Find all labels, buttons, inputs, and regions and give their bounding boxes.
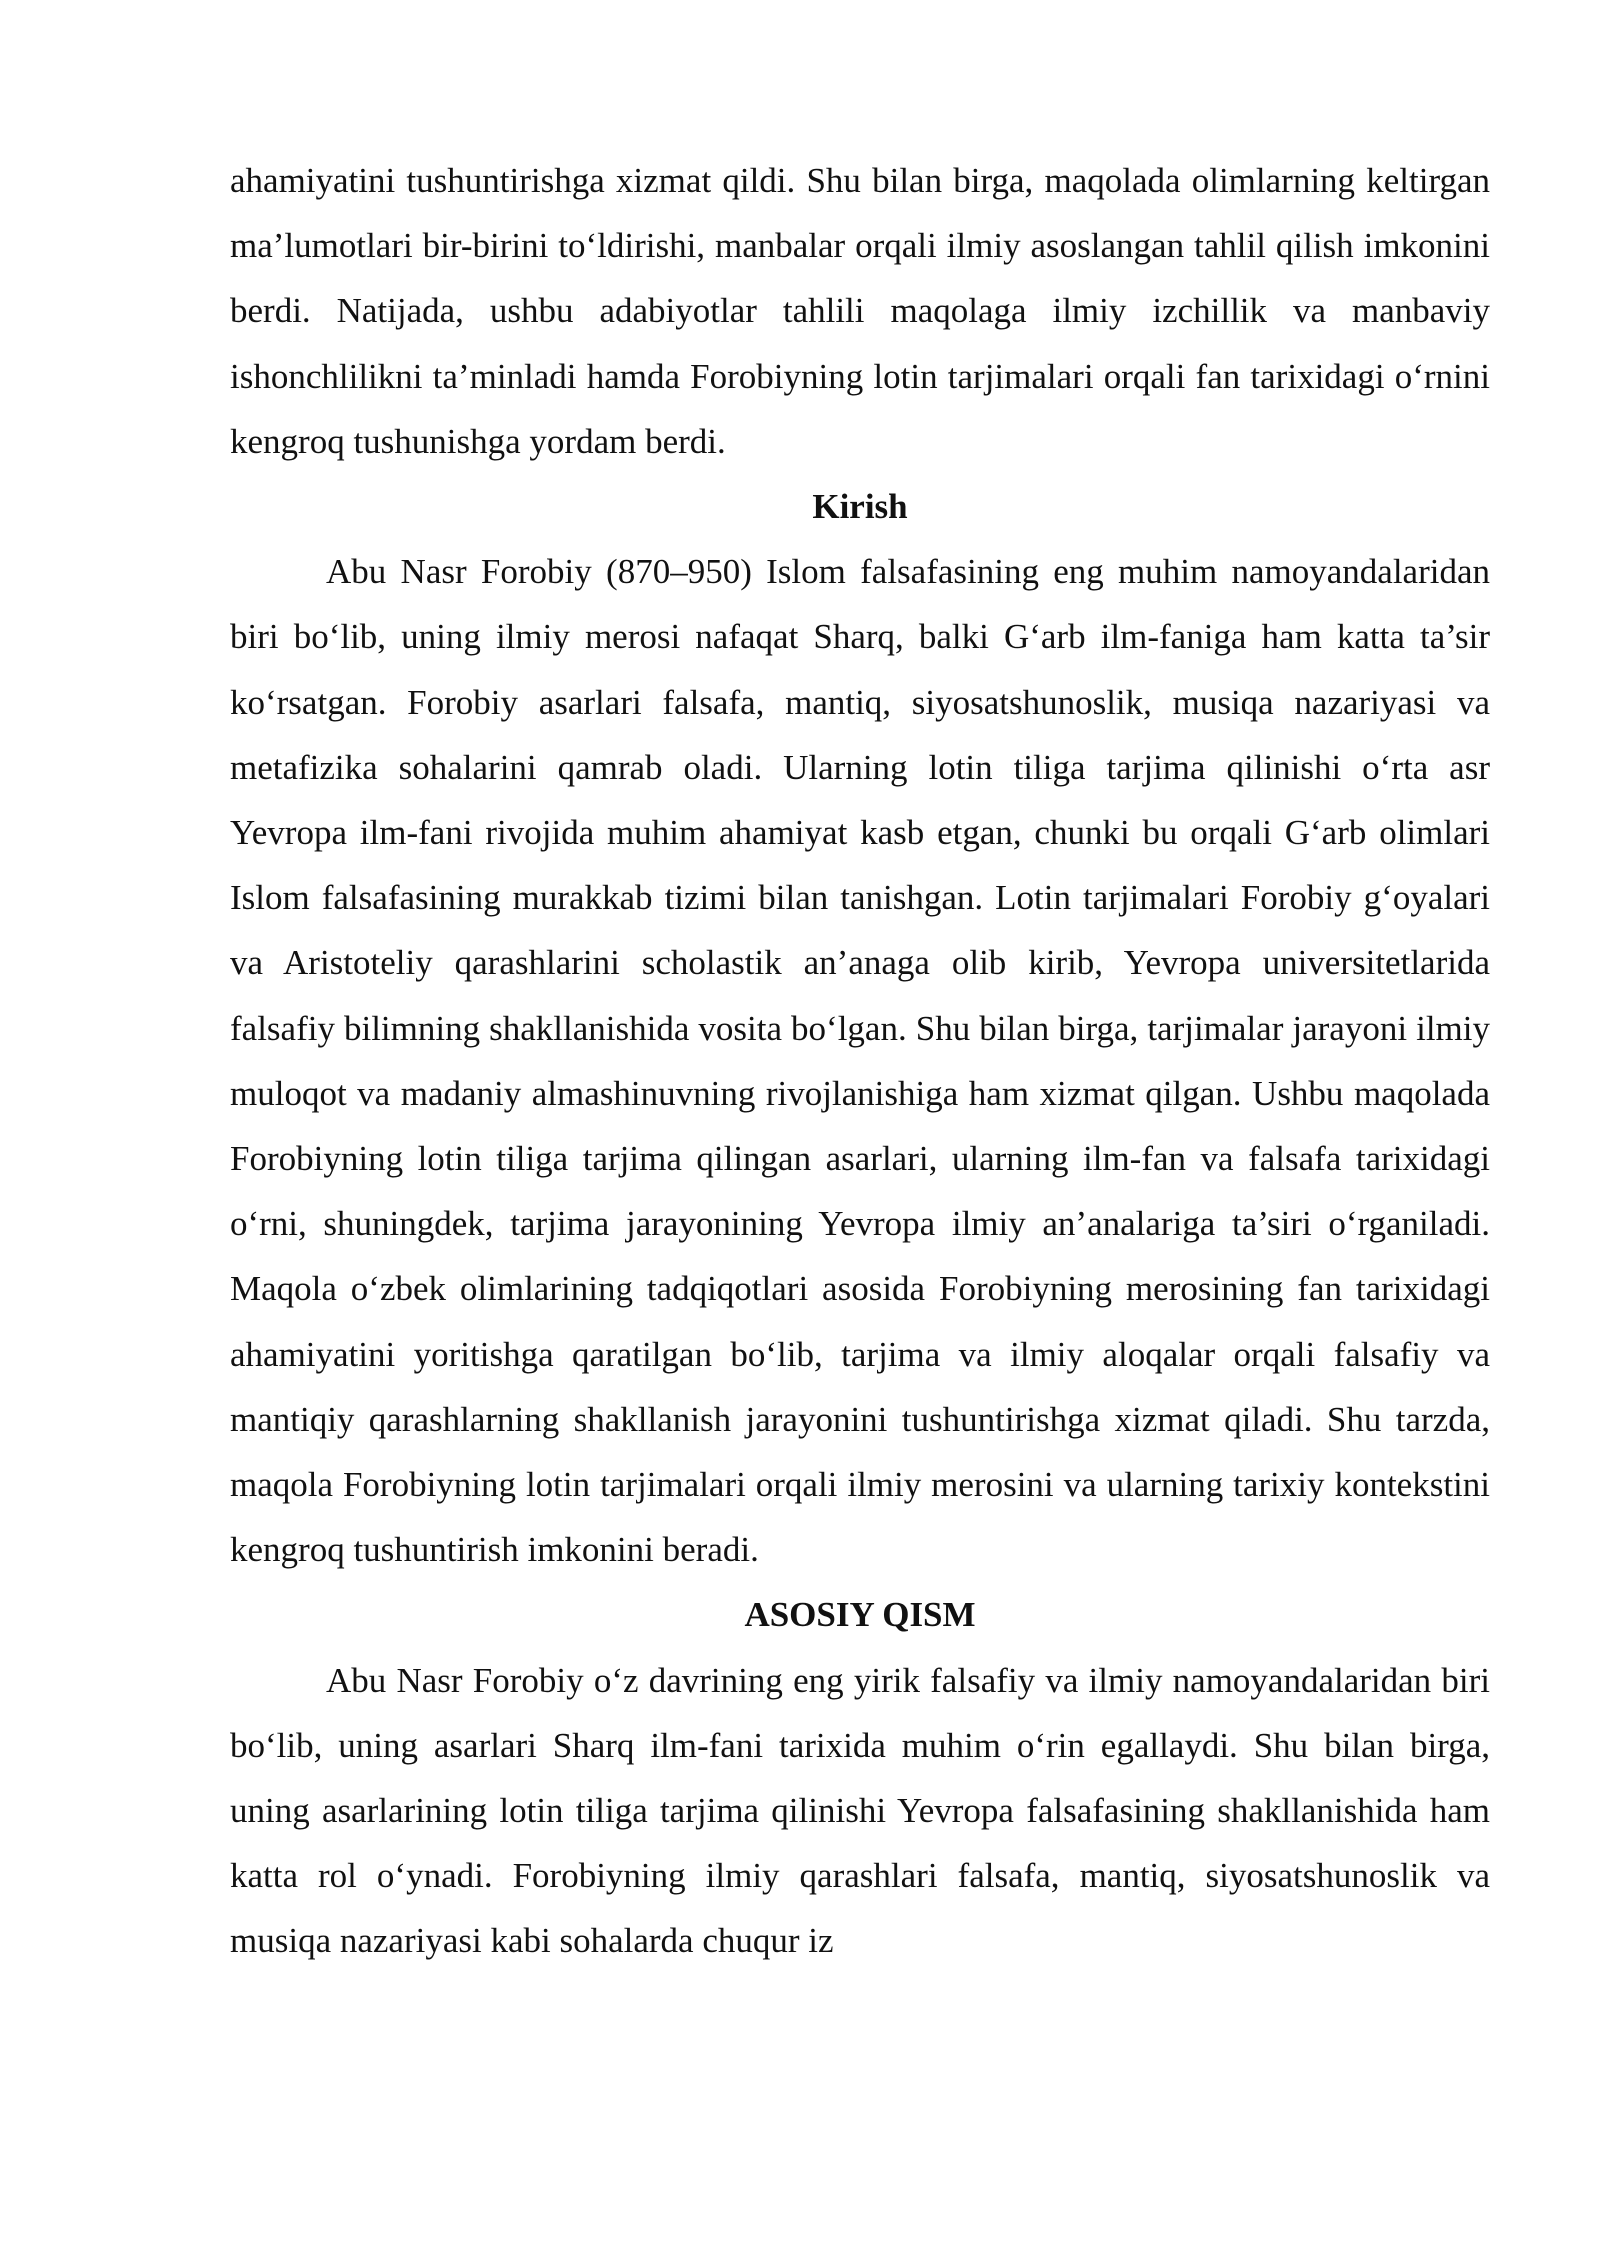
- section-heading-main: ASOSIY QISM: [744, 1595, 976, 1635]
- paragraph-intro: Abu Nasr Forobiy (870–950) Islom falsafasining eng muhim namoyandalaridan biri bo‘lib, uning ilmiy merosi nafaqat Sharq, balki G‘arb ilm-faniga ham katta ta’sir ko‘rsatgan. Forobiy asarlari falsafa, mantiq, siyosatshunoslik, musiqa nazariyasi va metafizika sohalarini qamrab oladi. Ularning lotin tiliga tarjima qilinishi o‘rta asr Yevropa ilm-fani rivojida muhim ahamiyat kasb etgan, chunki bu orqali G‘arb olimlari Islom falsafasining murakkab tizimi bilan tanishgan. Lotin tarjimalari Forobiy g‘oyalari va Aristoteliy qarashlarini scholastik an’anaga olib kirib, Yevropa universitetlarida falsafiy bilimning shakllanishida vosita bo‘lgan. Shu bilan birga, tarjimalar jarayoni ilmiy muloqot va madaniy almashinuvning rivojlanishiga ham xizmat qilgan. Ushbu maqolada Forobiyning lotin tiliga tarjima qilingan asarlari, ularning ilm-fan va falsafa tarixidagi o‘rni, shuningdek, tarjima jarayonining Yevropa ilmiy an’analariga ta’siri o‘rganiladi. Maqola o‘zbek olimlarining tadqiqotlari asosida Forobiyning merosining fan tarixidagi ahamiyatini yoritishga qaratilgan bo‘lib, tarjima va ilmiy aloqalar orqali falsafiy va mantiqiy qarashlarning shakllanish jarayonini tushuntirishga xizmat qiladi. Shu tarzda, maqola Forobiyning lotin tarjimalari orqali ilmiy merosini va ularning tarixiy kontekstini kengroq tushuntirish imkonini beradi.: [230, 552, 1490, 1570]
- paragraph-main: Abu Nasr Forobiy o‘z davrining eng yirik falsafiy va ilmiy namoyandalaridan biri bo‘lib, uning asarlari Sharq ilm-fani tarixida muhim o‘rin egallaydi. Shu bilan birga, uning asarlarining lotin tiliga tarjima qilinishi Yevropa falsafasining shakllanishida ham katta rol o‘ynadi. Forobiyning ilmiy qarashlari falsafa, mantiq, siyosatshunoslik va musiqa nazariyasi kabi sohalarda chuqur iz: [230, 1660, 1490, 1961]
- section-heading-intro: Kirish: [812, 487, 908, 527]
- document-body: [230, 148, 1490, 1974]
- paragraph-continuation: ahamiyatini tushuntirishga xizmat qildi. Shu bilan birga, maqolada olimlarning keltirgan ma’lumotlari bir-birini to‘ldirishi, manbalar orqali ilmiy asoslangan tahlil qilish imkonini berdi. Natijada, ushbu adabiyotlar tahlili maqolaga ilmiy izchillik va manbaviy ishonchlilikni ta’minladi hamda Forobiyning lotin tarjimalari orqali fan tarixidagi o‘rnini kengroq tushunishga yordam berdi.: [230, 161, 1490, 461]
